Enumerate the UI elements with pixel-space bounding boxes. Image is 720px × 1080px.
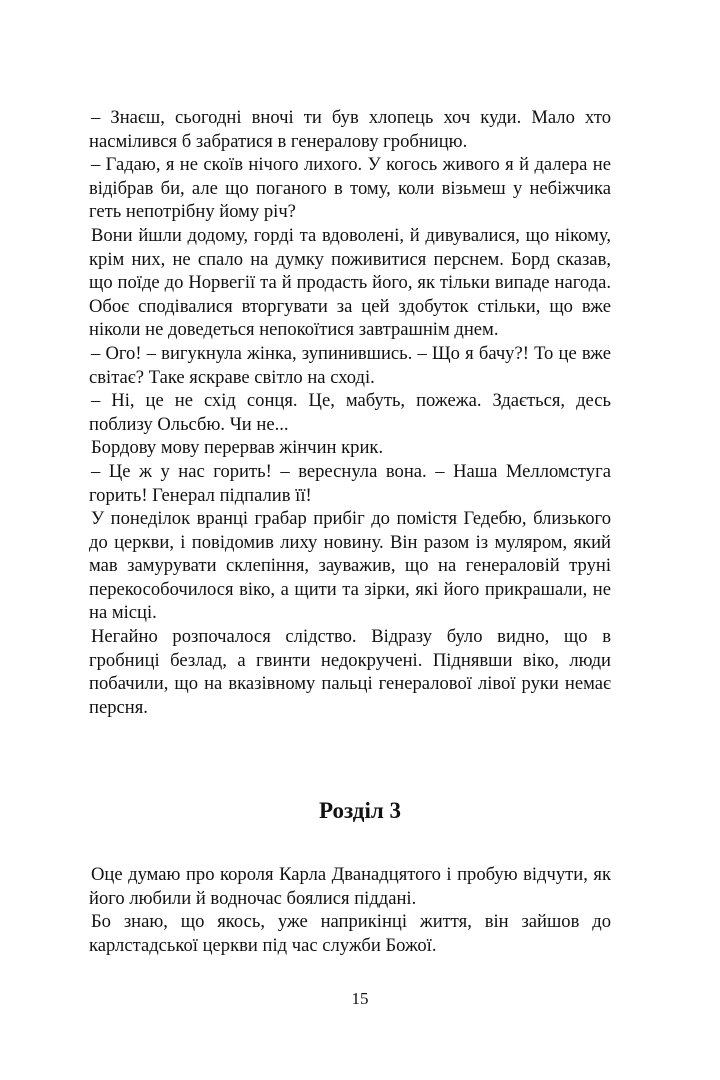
chapter-3-text (89, 863, 611, 957)
chapter-heading: Розділ 3 (319, 798, 401, 823)
paragraph: Оце думаю про короля Карла Дванадцятого і пробую відчути, як його любили й водночас боялися піддані. (89, 864, 611, 909)
paragraph: У понеділок вранці грабар прибіг до помістя Гедебю, близького до церкви, і повідомив лиху новину. Він разом із муляром, який мав замурувати склепіння, зауважив, що на генераловій труні перекособочилося віко, а щити та зірки, які його прикрашали, не на місці. (89, 508, 611, 624)
paragraph: – Ні, це не схід сонця. Це, мабуть, пожежа. Здається, десь поблизу Ольсбю. Чи не... (89, 390, 611, 435)
paragraph: – Знаєш, сьогодні вночі ти був хлопець хоч куди. Мало хто насмілився б забратися в генералову гробницю. (89, 107, 611, 152)
page-number: 15 (351, 989, 369, 1008)
paragraph: Вони йшли додому, горді та вдоволені, й дивувалися, що нікому, крім них, не спало на думку поживитися перснем. Борд сказав, що поїде до Норвегії та й продасть його, як тільки випаде нагода. Обоє сподівалися вторгувати за цей здобуток стільки, що вже ніколи не доведеться непокоїтися завтрашнім днем. (89, 224, 611, 341)
paragraph: Бордову мову перервав жінчин крик. (91, 437, 384, 459)
paragraph: Бо знаю, що якось, уже наприкінці життя, він зайшов до карлстадської церкви під час служби Божої. (89, 911, 611, 956)
paragraph: – Гадаю, я не скоїв нічого лихого. У когось живого я й далера не відібрав би, але що поганого в тому, коли візьмеш у небіжчика геть непотрібну йому річ? (89, 154, 611, 223)
chapter-2-ending-text (89, 106, 611, 719)
paragraph: – Це ж у нас горить! – вереснула вона. – Наша Мелломстуга горить! Генерал підпалив її! (89, 460, 611, 506)
paragraph: – Ого! – вигукнула жінка, зупинившись. – Що я бачу?! То це вже світає? Таке яскраве світло на сході. (89, 342, 611, 388)
paragraph: Негайно розпочалося слідство. Відразу було видно, що в гробниці безлад, а гвинти недокручені. Піднявши віко, люди побачили, що на вказівному пальці генералової лівої руки немає персня. (89, 626, 611, 718)
